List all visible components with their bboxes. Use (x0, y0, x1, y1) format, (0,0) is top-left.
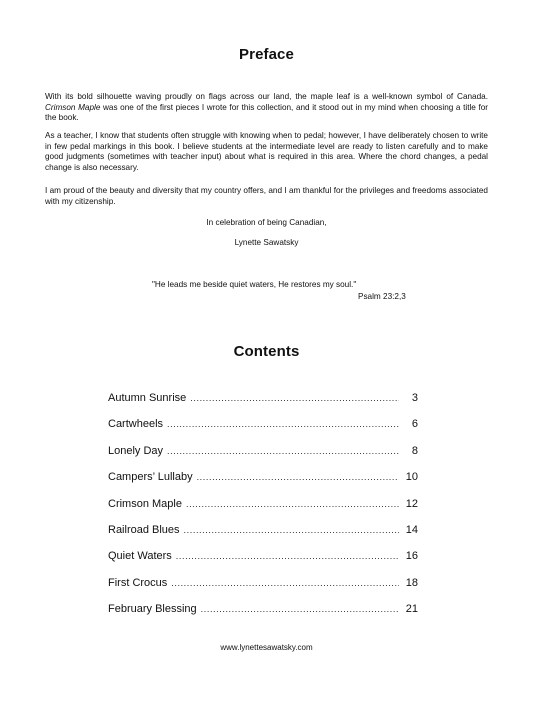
toc-dot-leader (171, 578, 399, 588)
toc-item-title: Crimson Maple (108, 497, 182, 510)
footer-website-url: www.lynettesawatsky.com (220, 643, 313, 652)
toc-dot-leader (176, 551, 399, 561)
scripture-reference: Psalm 23:2,3 (358, 292, 406, 301)
toc-dot-leader (197, 472, 399, 482)
toc-item (108, 524, 418, 550)
preface-paragraph-1-text-a: With its bold silhouette waving proudly on flags across our land, the maple leaf is a well-known symbol of Canada. (45, 92, 488, 101)
preface-title: Preface (239, 46, 294, 63)
preface-celebration-line: In celebration of being Canadian, (206, 218, 327, 227)
toc-item-title: February Blessing (108, 603, 197, 616)
contents-title: Contents (233, 343, 300, 360)
toc-item (108, 471, 418, 497)
toc-dot-leader (184, 525, 399, 535)
toc-item-title: Campers’ Lullaby (108, 471, 193, 484)
toc-item-page: 18 (405, 576, 418, 589)
toc-item (108, 418, 418, 444)
preface-signature: Lynette Sawatsky (234, 238, 299, 247)
preface-paragraph-3: I am proud of the beauty and diversity that my country offers, and I am thankful for the privileges and freedoms associated with my citizenship. (45, 186, 488, 206)
toc-item-title: First Crocus (108, 576, 168, 589)
toc-item (108, 498, 418, 524)
preface-paragraph-1 (45, 92, 488, 124)
toc-item-title: Lonely Day (108, 444, 164, 457)
toc-item-title: Autumn Sunrise (108, 392, 187, 404)
preface-paragraph-1-italic-title: Crimson Maple (45, 102, 101, 112)
toc-item (108, 445, 418, 471)
toc-item (108, 577, 418, 603)
scripture-quote: "He leads me beside quiet waters, He restores my soul." (152, 280, 357, 289)
toc-item-title: Railroad Blues (108, 523, 180, 536)
table-of-contents (108, 392, 418, 630)
toc-item (108, 550, 418, 576)
toc-item-page: 12 (405, 497, 418, 510)
toc-item-page: 14 (405, 523, 418, 536)
toc-item-page: 10 (405, 471, 418, 484)
toc-dot-leader (190, 393, 399, 403)
toc-item-title: Quiet Waters (108, 550, 172, 563)
preface-paragraph-1-text-b: was one of the first pieces I wrote for this collection, and it stood out in my mind when choosing a title for the book. (45, 102, 488, 123)
toc-item (108, 603, 418, 629)
toc-item-title: Cartwheels (108, 418, 164, 431)
preface-paragraph-2: As a teacher, I know that students often struggle with knowing when to pedal; however, I have deliberately chosen to write in few pedal markings in this book. I believe students at the intermediate level are ready to listen carefully and to make good judgments (sometimes with teacher input) about what is required in this area. Where the chord changes, a pedal change is also necessary. (45, 131, 488, 172)
toc-item-page: 8 (411, 444, 418, 457)
toc-dot-leader (167, 446, 399, 456)
toc-dot-leader (201, 604, 399, 614)
toc-dot-leader (167, 419, 399, 429)
toc-dot-leader (186, 499, 399, 509)
toc-item-page: 21 (405, 603, 418, 616)
toc-item-page: 3 (411, 392, 418, 404)
toc-item-page: 6 (411, 418, 418, 431)
toc-item (108, 392, 418, 418)
toc-item-page: 16 (405, 550, 418, 563)
